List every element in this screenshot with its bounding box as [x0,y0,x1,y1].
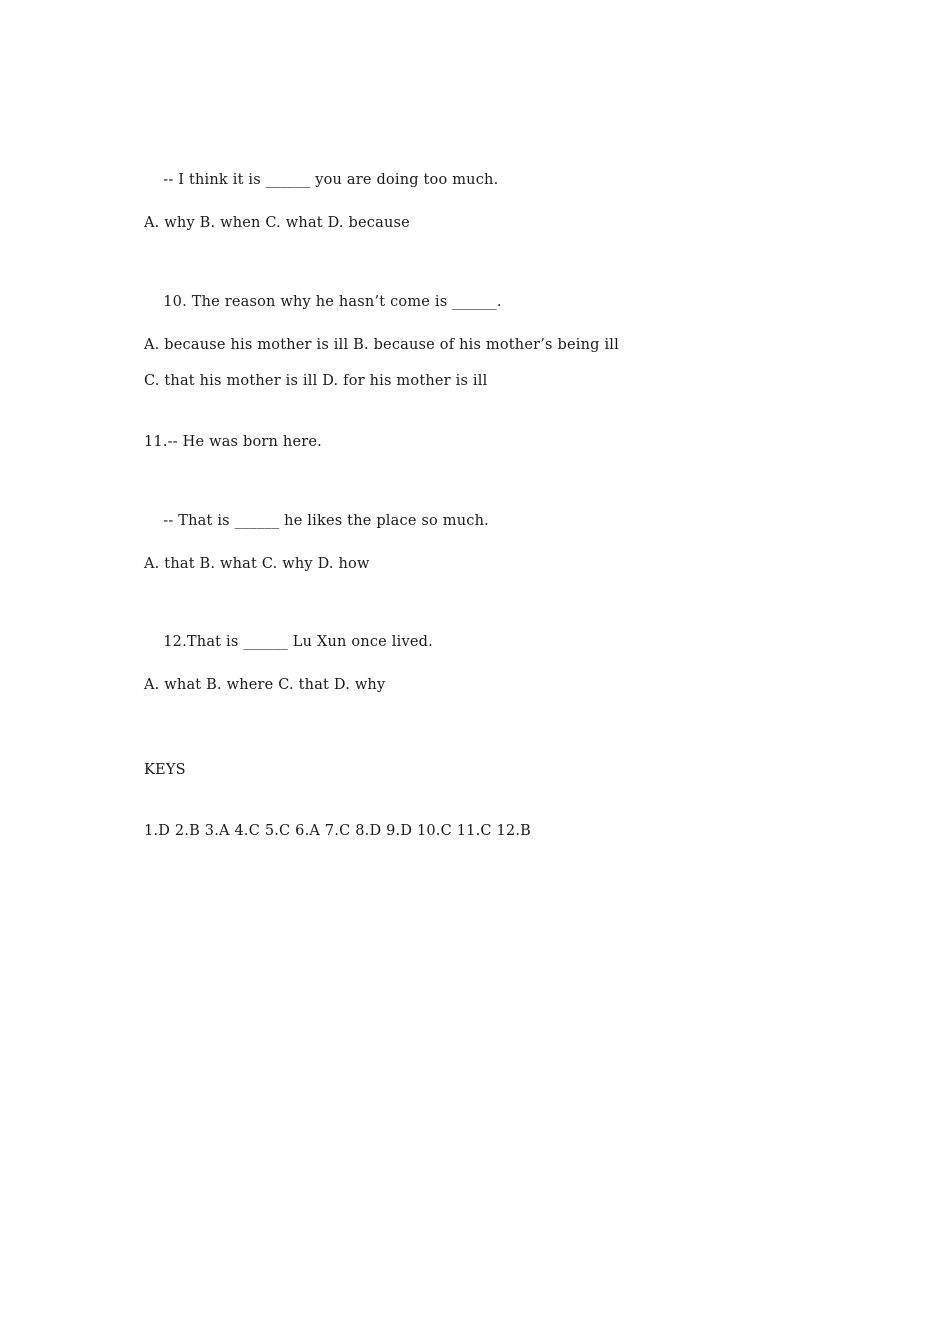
question-text: Lu Xun once lived. [288,634,433,650]
answer-blank: ______ [234,513,280,529]
question-10-prompt [144,275,502,329]
question-text: you are doing too much. [310,172,499,188]
question-9-prompt [144,153,498,207]
question-text: . [496,294,502,310]
question-11-context: 11.-- He was born here. [144,434,322,450]
answer-key-list: 1.D 2.B 3.A 4.C 5.C 6.A 7.C 8.D 9.D 10.C 11.C 12.B [144,823,531,839]
answer-blank: ______ [243,634,288,650]
answer-blank: ______ [265,172,311,188]
question-text: 10. The reason why he hasn’t come is [163,294,453,310]
question-12-options: A. what B. where C. that D. why [144,677,386,693]
question-9-options: A. why B. when C. what D. because [144,215,410,231]
question-text: -- I think it is [163,172,266,188]
question-12-prompt [144,615,433,669]
question-10-options-c-d: C. that his mother is ill D. for his mother is ill [144,373,488,389]
question-text: he likes the place so much. [279,513,489,529]
keys-heading: KEYS [144,762,186,778]
question-10-options-a-b: A. because his mother is ill B. because of his mother’s being ill [144,337,619,353]
question-text: -- That is [163,513,235,529]
question-11-options: A. that B. what C. why D. how [144,556,370,572]
question-11-prompt [144,494,489,548]
question-text: 12.That is [163,634,244,650]
answer-blank: ______ [452,294,497,310]
